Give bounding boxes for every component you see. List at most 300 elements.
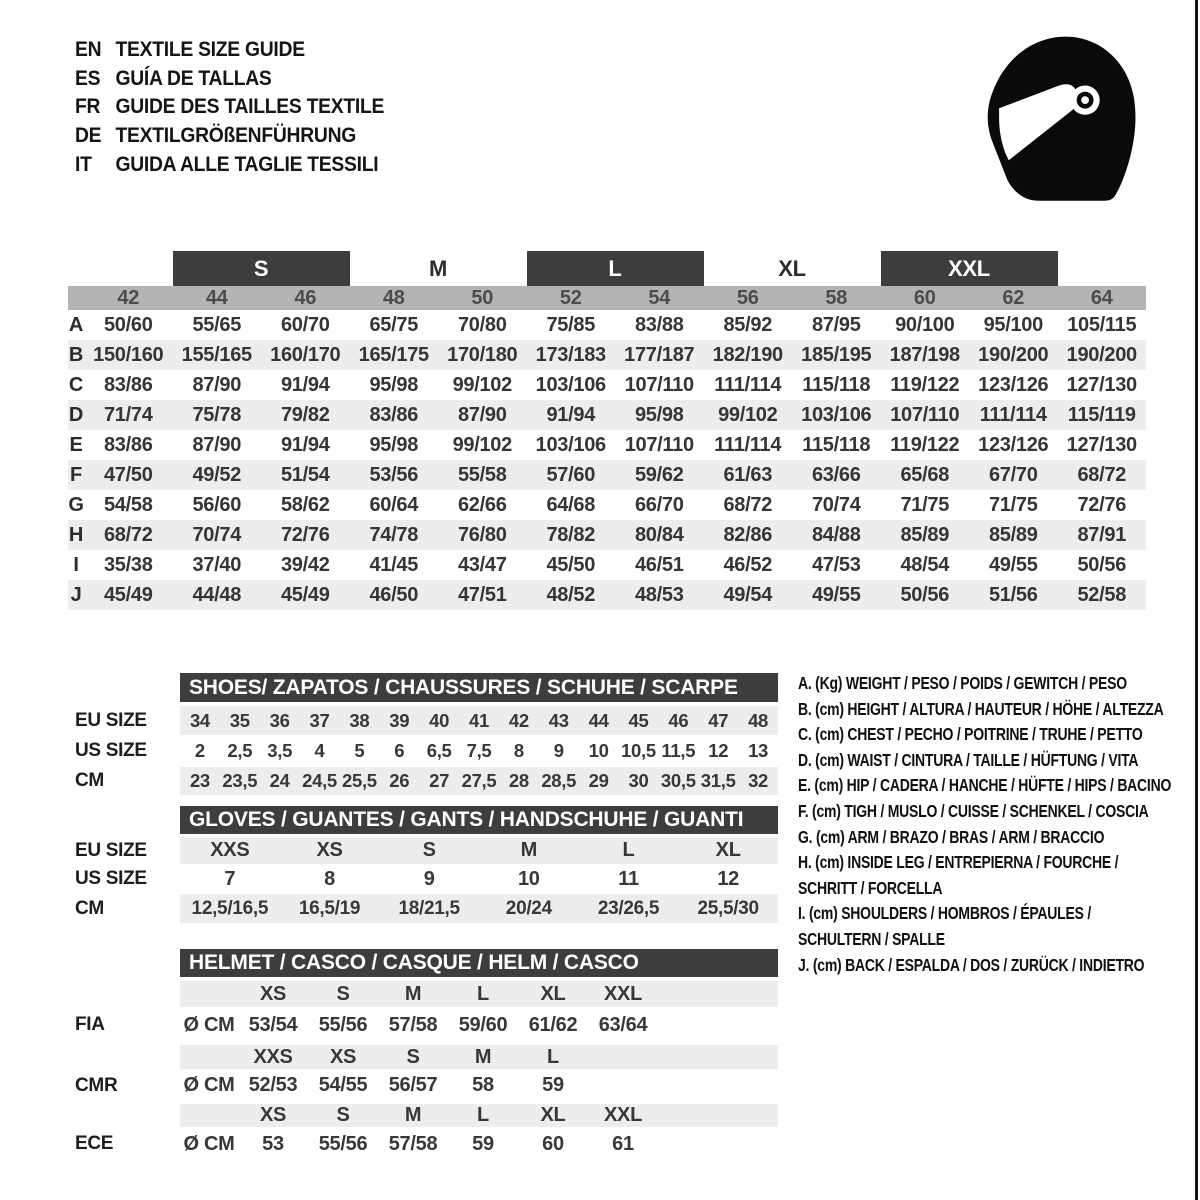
shoe-us-size: 8 — [513, 740, 524, 761]
measurement-value: 47/51 — [457, 583, 507, 606]
measurement-value: 46/50 — [369, 583, 419, 606]
glove-eu-size: L — [622, 839, 635, 861]
language-row — [75, 36, 384, 65]
measurement-value: 76/80 — [457, 523, 507, 546]
shoe-eu-size: 45 — [628, 709, 649, 731]
size-number: 50 — [471, 286, 494, 309]
measurement-value: 49/54 — [723, 583, 773, 606]
gloves-us-size-row — [180, 864, 778, 894]
shoe-eu-size: 44 — [588, 709, 609, 731]
gloves-us-size-label: US SIZE — [75, 868, 147, 889]
row-letter: D — [68, 403, 84, 426]
measurement-value: 83/86 — [103, 433, 153, 456]
helmet-size: XXS — [253, 1045, 293, 1068]
diameter-unit: Ø CM — [183, 1013, 235, 1036]
measurement-value: 87/90 — [457, 403, 507, 426]
measurement-value: 49/52 — [192, 463, 242, 486]
glove-us-size: 7 — [224, 867, 236, 890]
measurement-value: 71/75 — [988, 493, 1038, 516]
measurement-value: 54/58 — [103, 493, 153, 516]
legend-line: F. (cm) TIGH / MUSLO / CUISSE / SCHENKEL / COSCIA — [798, 800, 1149, 821]
row-letter: E — [69, 433, 83, 456]
shoe-us-size: 2 — [194, 740, 205, 761]
measurement-row-b — [68, 340, 1146, 370]
measurement-value: 95/98 — [369, 373, 419, 396]
diameter-unit: Ø CM — [183, 1132, 235, 1155]
measurement-value: 127/130 — [1066, 433, 1137, 456]
row-letter: J — [70, 583, 82, 606]
measurement-value: 185/195 — [801, 343, 872, 366]
shoe-cm-value: 23 — [189, 770, 210, 791]
helmet-circumference-value: 53/54 — [248, 1013, 298, 1036]
measurement-row-e — [68, 430, 1146, 460]
gloves-section-title: GLOVES / GUANTES / GANTS / HANDSCHUHE / GUANTI — [180, 806, 778, 834]
language-title: GUÍA DE TALLAS — [115, 66, 272, 90]
shoe-eu-size: 43 — [548, 709, 569, 731]
language-title: GUIDE DES TAILLES TEXTILE — [115, 95, 385, 119]
spacer — [75, 806, 180, 834]
measurement-value: 45/50 — [546, 553, 596, 576]
row-letter: B — [68, 343, 84, 366]
shoe-us-size: 10,5 — [621, 740, 656, 761]
glove-cm-value: 16,5/19 — [298, 897, 361, 919]
size-number: 42 — [117, 286, 140, 309]
shoe-eu-size: 42 — [508, 709, 529, 731]
size-group-l: L — [527, 251, 704, 286]
measurement-value: 85/92 — [723, 313, 773, 336]
language-title: TEXTILGRÖßENFÜHRUNG — [115, 124, 357, 148]
measurement-row-c — [68, 370, 1146, 400]
measurement-value: 103/106 — [535, 433, 606, 456]
measurement-row-a — [68, 310, 1146, 340]
helmet-cmr-value-row — [180, 1069, 778, 1102]
language-code: EN — [75, 38, 102, 62]
shoe-us-size: 6,5 — [426, 740, 452, 761]
measurement-value: 51/54 — [280, 463, 330, 486]
measurement-value: 111/114 — [714, 433, 782, 456]
shoe-cm-value: 30 — [628, 770, 649, 791]
language-title: GUIDA ALLE TAGLIE TESSILI — [115, 152, 379, 176]
size-group-xl: XL — [778, 255, 806, 281]
helmet-circumference-value: 61/62 — [528, 1013, 578, 1036]
language-code: FR — [75, 95, 101, 119]
helmet-fia-value-row — [180, 1007, 778, 1043]
measurement-value: 68/72 — [1077, 463, 1127, 486]
measurement-value: 39/42 — [280, 553, 330, 576]
shoes-cm-row — [180, 767, 778, 795]
measurement-row-h — [68, 520, 1146, 550]
measurement-value: 103/106 — [535, 373, 606, 396]
legend-line: D. (cm) WAIST / CINTURA / TAILLE / HÜFTUNG / VITA — [798, 749, 1139, 770]
helmet-size: XL — [540, 1104, 566, 1126]
size-number: 62 — [1002, 286, 1025, 309]
legend-line: I. (cm) SHOULDERS / HOMBROS / ÉPAULES / — [798, 903, 1091, 924]
shoe-us-size: 9 — [553, 740, 564, 761]
measurement-value: 70/80 — [457, 313, 507, 336]
measurement-value: 43/47 — [457, 553, 507, 576]
measurement-value: 105/115 — [1067, 313, 1137, 336]
measurement-value: 107/110 — [624, 433, 694, 456]
glove-us-size: 9 — [423, 867, 435, 890]
spacer — [75, 981, 180, 1007]
measurement-value: 41/45 — [369, 553, 419, 576]
measurement-value: 91/94 — [546, 403, 596, 426]
language-title: TEXTILE SIZE GUIDE — [115, 38, 305, 62]
shoe-us-size: 4 — [314, 740, 325, 761]
gloves-eu-size-row — [180, 837, 778, 864]
shoe-us-size: 3,5 — [267, 740, 293, 761]
helmet-size: XL — [540, 982, 566, 1005]
measurement-value: 95/98 — [634, 403, 684, 426]
row-letter: H — [68, 523, 84, 546]
measurement-value: 66/70 — [634, 493, 684, 516]
measurement-value: 72/76 — [280, 523, 330, 546]
glove-cm-value: 18/21,5 — [398, 897, 460, 919]
measurement-rows — [68, 310, 1146, 610]
measurement-value: 68/72 — [103, 523, 153, 546]
helmet-cmr-size-row — [180, 1045, 778, 1069]
size-number: 60 — [913, 286, 936, 309]
measurement-value: 59/62 — [634, 463, 684, 486]
diameter-unit: Ø CM — [183, 1074, 235, 1096]
helmet-ece-size-row — [180, 1104, 778, 1127]
measurement-value: 111/114 — [714, 373, 782, 396]
helmet-size: L — [477, 1104, 489, 1126]
measurement-value: 44/48 — [192, 583, 242, 606]
measurement-value: 70/74 — [192, 523, 242, 546]
measurement-value: 51/56 — [988, 583, 1038, 606]
measurement-value: 177/187 — [624, 343, 695, 366]
shoe-cm-value: 24 — [269, 770, 290, 791]
gloves-cm-row — [180, 894, 778, 923]
measurement-value: 64/68 — [546, 493, 596, 516]
shoe-cm-value: 32 — [748, 770, 769, 791]
legend-line: SCHRITT / FORCELLA — [798, 877, 943, 898]
measurement-value: 48/53 — [634, 583, 684, 606]
shoe-cm-value: 29 — [588, 770, 609, 791]
language-code: ES — [75, 66, 101, 90]
helmet-circumference-value: 55/56 — [318, 1132, 368, 1155]
measurement-value: 87/91 — [1077, 523, 1127, 546]
measurement-value: 48/54 — [900, 553, 950, 576]
measurement-value: 79/82 — [280, 403, 330, 426]
helmet-size-table — [75, 949, 778, 1161]
shoes-eu-size-label: EU SIZE — [75, 709, 147, 731]
shoe-cm-value: 24,5 — [302, 770, 337, 791]
measurement-value: 91/94 — [280, 433, 330, 456]
measurement-value: 46/51 — [634, 553, 684, 576]
measurement-value: 71/74 — [103, 403, 153, 426]
shoe-cm-value: 26 — [389, 770, 410, 791]
standard-label-ece: ECE — [75, 1133, 114, 1154]
measurement-value: 65/68 — [900, 463, 950, 486]
helmet-circumference-value: 53 — [262, 1132, 284, 1155]
measurement-value: 150/160 — [93, 343, 164, 366]
helmet-size: S — [336, 982, 350, 1005]
measurement-value: 61/63 — [723, 463, 773, 486]
spacer — [75, 949, 180, 977]
measurement-value: 160/170 — [270, 343, 341, 366]
helmet-size: XS — [259, 982, 287, 1005]
legend-line: J. (cm) BACK / ESPALDA / DOS / ZURÜCK / INDIETRO — [798, 954, 1145, 975]
standard-label-fia: FIA — [75, 1014, 105, 1035]
measurement-value: 83/86 — [369, 403, 419, 426]
glove-us-size: 11 — [618, 867, 639, 890]
measurement-value: 173/183 — [535, 343, 606, 366]
shoe-cm-value: 30,5 — [660, 770, 696, 791]
shoe-eu-size: 39 — [389, 709, 410, 731]
shoes-us-size-row — [180, 735, 778, 767]
measurement-value: 46/52 — [723, 553, 773, 576]
measurement-value: 165/175 — [358, 343, 429, 366]
measurement-value: 55/58 — [457, 463, 507, 486]
measurement-value: 182/190 — [712, 343, 783, 366]
shoe-us-size: 7,5 — [466, 740, 492, 761]
size-number: 64 — [1090, 286, 1113, 309]
legend-line: G. (cm) ARM / BRAZO / BRAS / ARM / BRACCIO — [798, 826, 1105, 847]
measurement-value: 123/126 — [978, 373, 1049, 396]
measurement-value: 45/49 — [280, 583, 330, 606]
shoe-eu-size: 35 — [229, 709, 250, 731]
measurement-value: 99/102 — [718, 403, 778, 426]
measurement-row-i — [68, 550, 1146, 580]
measurement-value: 71/75 — [900, 493, 950, 516]
measurement-value: 50/56 — [900, 583, 950, 606]
helmet-size: M — [474, 1045, 492, 1068]
measurement-value: 53/56 — [369, 463, 419, 486]
glove-eu-size: S — [422, 839, 436, 861]
measurement-value: 80/84 — [634, 523, 684, 546]
shoe-eu-size: 34 — [189, 709, 210, 731]
garment-size-table — [68, 251, 1146, 610]
shoes-eu-size-row — [180, 706, 778, 735]
helmet-size: L — [547, 1045, 559, 1068]
shoe-us-size: 11,5 — [661, 740, 696, 761]
row-letter: G — [68, 493, 84, 516]
helmet-circumference-value: 59 — [472, 1132, 494, 1155]
measurement-value: 75/85 — [546, 313, 596, 336]
racing-helmet-icon — [982, 32, 1146, 204]
measurement-row-d — [68, 400, 1146, 430]
helmet-circumference-value: 59 — [542, 1074, 564, 1096]
language-row — [75, 122, 384, 151]
glove-cm-value: 23/26,5 — [597, 897, 660, 919]
gloves-size-table — [75, 806, 778, 923]
helmet-circumference-value: 61 — [612, 1132, 634, 1155]
measurement-value: 119/122 — [890, 373, 960, 396]
row-letter: I — [73, 553, 79, 576]
measurement-value: 170/180 — [447, 343, 518, 366]
size-number: 52 — [559, 286, 582, 309]
shoe-eu-size: 40 — [429, 709, 450, 731]
helmet-circumference-value: 54/55 — [318, 1074, 368, 1096]
measurement-value: 91/94 — [280, 373, 330, 396]
size-group-xxl: XXL — [881, 251, 1058, 286]
shoe-eu-size: 37 — [309, 709, 330, 731]
helmet-circumference-value: 57/58 — [388, 1013, 438, 1036]
shoe-eu-size: 47 — [708, 709, 729, 731]
helmet-circumference-value: 52/53 — [248, 1074, 298, 1096]
helmet-circumference-value: 63/64 — [598, 1013, 648, 1036]
measurement-value: 115/118 — [802, 373, 871, 396]
helmet-circumference-value: 58 — [472, 1074, 494, 1096]
size-group-s: S — [173, 251, 350, 286]
measurement-value: 155/165 — [181, 343, 252, 366]
shoe-eu-size: 38 — [349, 709, 370, 731]
measurement-row-f — [68, 460, 1146, 490]
measurement-value: 50/60 — [103, 313, 153, 336]
measurement-value: 83/86 — [103, 373, 153, 396]
legend-line: H. (cm) INSIDE LEG / ENTREPIERNA / FOURCHE / — [798, 852, 1119, 873]
glove-cm-value: 20/24 — [505, 897, 552, 919]
glove-us-size: 10 — [517, 867, 540, 890]
helmet-size: XXL — [604, 1104, 642, 1126]
measurement-value: 70/74 — [811, 493, 861, 516]
numeric-size-header-row — [68, 286, 1146, 310]
legend-line: SCHULTERN / SPALLE — [798, 928, 945, 949]
size-number: 46 — [294, 286, 317, 309]
language-row — [75, 150, 384, 179]
helmet-circumference-value: 59/60 — [458, 1013, 508, 1036]
measurement-value: 45/49 — [103, 583, 153, 606]
measurement-value: 78/82 — [546, 523, 596, 546]
helmet-size: XS — [259, 1104, 287, 1126]
measurement-value: 63/66 — [811, 463, 861, 486]
size-number: 54 — [648, 286, 671, 309]
measurement-value: 67/70 — [988, 463, 1038, 486]
shoe-cm-value: 28,5 — [541, 770, 577, 791]
measurement-value: 107/110 — [890, 403, 960, 426]
size-group-header-row — [68, 251, 1146, 286]
measurement-value: 62/66 — [457, 493, 507, 516]
measurement-value: 99/102 — [452, 433, 512, 456]
measurement-value: 49/55 — [811, 583, 861, 606]
measurement-row-j — [68, 580, 1146, 610]
language-row — [75, 65, 384, 94]
glove-us-size: 12 — [717, 867, 739, 890]
measurement-value: 55/65 — [192, 313, 242, 336]
measurement-value: 72/76 — [1077, 493, 1127, 516]
measurement-value: 75/78 — [192, 403, 242, 426]
measurement-value: 115/119 — [1067, 403, 1136, 426]
shoe-us-size: 12 — [708, 740, 729, 761]
helmet-fia-size-row — [180, 981, 778, 1007]
glove-eu-size: XL — [715, 839, 741, 861]
helmet-circumference-value: 57/58 — [388, 1132, 438, 1155]
measurement-value: 87/90 — [192, 433, 242, 456]
language-row — [75, 93, 384, 122]
size-group-m: M — [428, 255, 448, 281]
measurement-value: 47/50 — [103, 463, 153, 486]
measurement-value: 107/110 — [624, 373, 694, 396]
language-code: DE — [75, 124, 102, 148]
helmet-size: XXL — [604, 982, 642, 1005]
shoe-us-size: 6 — [394, 740, 405, 761]
shoes-size-table — [75, 673, 778, 795]
measurement-value: 190/200 — [978, 343, 1049, 366]
shoe-cm-value: 27 — [429, 770, 450, 791]
glove-eu-size: XXS — [210, 839, 250, 861]
measurement-value: 85/89 — [988, 523, 1038, 546]
helmet-size: M — [404, 982, 422, 1005]
standard-label-cmr: CMR — [75, 1074, 118, 1096]
row-letter: F — [70, 463, 82, 486]
language-code: IT — [75, 152, 92, 176]
measurement-value: 60/64 — [369, 493, 419, 516]
size-number: 56 — [736, 286, 759, 309]
measurement-value: 52/58 — [1077, 583, 1127, 606]
glove-eu-size: M — [520, 839, 537, 861]
measurement-value: 35/38 — [103, 553, 153, 576]
measurement-value: 111/114 — [979, 403, 1047, 426]
measurement-value: 115/118 — [802, 433, 871, 456]
glove-eu-size: XS — [316, 839, 343, 861]
shoes-section-title: SHOES/ ZAPATOS / CHAUSSURES / SCHUHE / SCARPE — [180, 673, 778, 702]
measurement-value: 65/75 — [369, 313, 419, 336]
measurement-value: 49/55 — [988, 553, 1038, 576]
measurement-value: 85/89 — [900, 523, 950, 546]
measurement-value: 87/90 — [192, 373, 242, 396]
measurement-row-g — [68, 490, 1146, 520]
measurement-value: 60/70 — [280, 313, 330, 336]
measurement-value: 37/40 — [192, 553, 242, 576]
measurement-value: 87/95 — [811, 313, 861, 336]
page-edge-rule — [1195, 0, 1198, 1200]
measurement-legend — [798, 671, 1188, 978]
spacer — [75, 673, 180, 702]
measurement-value: 57/60 — [546, 463, 596, 486]
shoe-eu-size: 46 — [668, 709, 689, 731]
measurement-value: 84/88 — [811, 523, 861, 546]
measurement-value: 56/60 — [192, 493, 242, 516]
shoe-cm-value: 27,5 — [461, 770, 497, 791]
shoe-us-size: 5 — [354, 740, 365, 761]
helmet-size: S — [336, 1104, 350, 1126]
measurement-value: 127/130 — [1066, 373, 1137, 396]
measurement-value: 48/52 — [546, 583, 596, 606]
size-number: 48 — [382, 286, 405, 309]
helmet-circumference-value: 56/57 — [388, 1074, 438, 1096]
measurement-value: 90/100 — [895, 313, 955, 336]
measurement-value: 103/106 — [801, 403, 872, 426]
size-number: 44 — [205, 286, 228, 309]
language-title-list — [75, 36, 384, 179]
measurement-value: 47/53 — [811, 553, 861, 576]
legend-line: A. (Kg) WEIGHT / PESO / POIDS / GEWITCH / PESO — [798, 673, 1127, 693]
measurement-value: 74/78 — [369, 523, 419, 546]
shoe-us-size: 2,5 — [227, 740, 253, 761]
helmet-ece-value-row — [180, 1127, 778, 1161]
helmet-section-title: HELMET / CASCO / CASQUE / HELM / CASCO — [180, 949, 778, 977]
shoes-cm-label: CM — [75, 770, 104, 791]
glove-us-size: 8 — [324, 867, 335, 890]
measurement-value: 68/72 — [723, 493, 773, 516]
glove-cm-value: 12,5/16,5 — [191, 897, 269, 919]
shoe-eu-size: 36 — [269, 709, 290, 731]
measurement-value: 187/198 — [889, 343, 960, 366]
measurement-value: 95/100 — [983, 313, 1043, 336]
row-letter: A — [68, 313, 84, 336]
gloves-eu-size-label: EU SIZE — [75, 839, 147, 861]
legend-line: E. (cm) HIP / CADERA / HANCHE / HÜFTE / HIPS / BACINO — [798, 775, 1172, 796]
measurement-value: 99/102 — [452, 373, 512, 396]
shoe-us-size: 10 — [588, 740, 609, 761]
helmet-circumference-value: 60 — [542, 1132, 564, 1155]
helmet-size: L — [477, 982, 489, 1005]
measurement-value: 83/88 — [634, 313, 684, 336]
row-letter: C — [68, 373, 84, 396]
helmet-circumference-value: 55/56 — [318, 1013, 368, 1036]
